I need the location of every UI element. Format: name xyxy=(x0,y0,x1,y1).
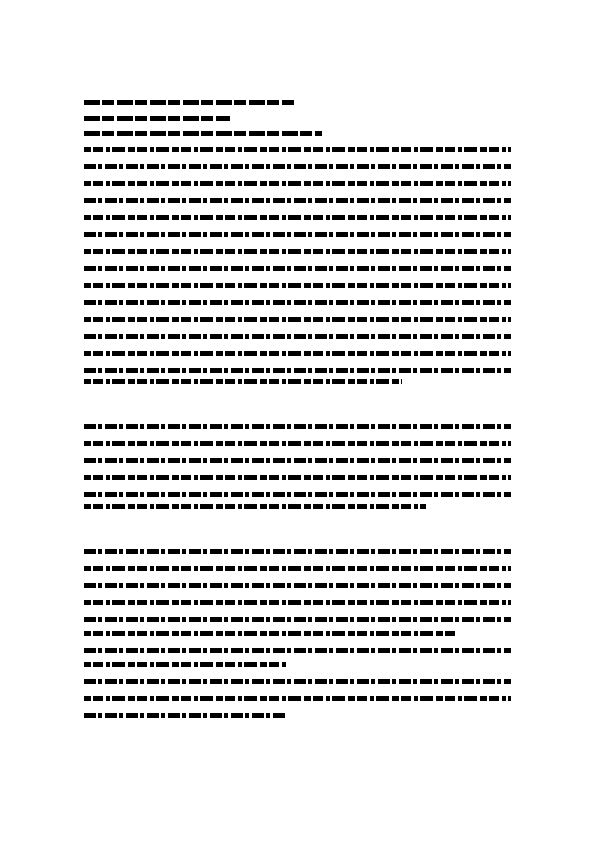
text-line xyxy=(84,696,511,701)
header-line xyxy=(84,131,322,136)
text-line xyxy=(84,232,511,237)
text-line xyxy=(84,147,511,152)
text-line xyxy=(84,617,511,622)
text-line xyxy=(84,283,511,288)
text-line xyxy=(84,492,511,497)
header-line xyxy=(84,116,230,121)
text-line xyxy=(84,631,456,636)
text-line xyxy=(84,424,511,429)
text-line xyxy=(84,549,511,554)
text-line xyxy=(84,334,511,339)
text-line xyxy=(84,441,511,446)
text-line xyxy=(84,379,402,384)
text-line xyxy=(84,249,511,254)
text-line xyxy=(84,566,511,571)
text-line xyxy=(84,504,426,509)
text-line xyxy=(84,600,511,605)
text-line xyxy=(84,351,511,356)
text-line xyxy=(84,713,287,718)
text-line xyxy=(84,164,511,169)
text-line xyxy=(84,458,511,463)
text-line xyxy=(84,475,511,480)
text-line xyxy=(84,300,511,305)
text-line xyxy=(84,662,286,667)
text-line xyxy=(84,368,511,373)
header-line xyxy=(84,100,294,105)
text-line xyxy=(84,648,511,653)
text-line xyxy=(84,317,511,322)
text-line xyxy=(84,679,511,684)
text-line xyxy=(84,215,511,220)
text-line xyxy=(84,583,511,588)
text-line xyxy=(84,198,511,203)
text-line xyxy=(84,181,511,186)
text-line xyxy=(84,266,511,271)
